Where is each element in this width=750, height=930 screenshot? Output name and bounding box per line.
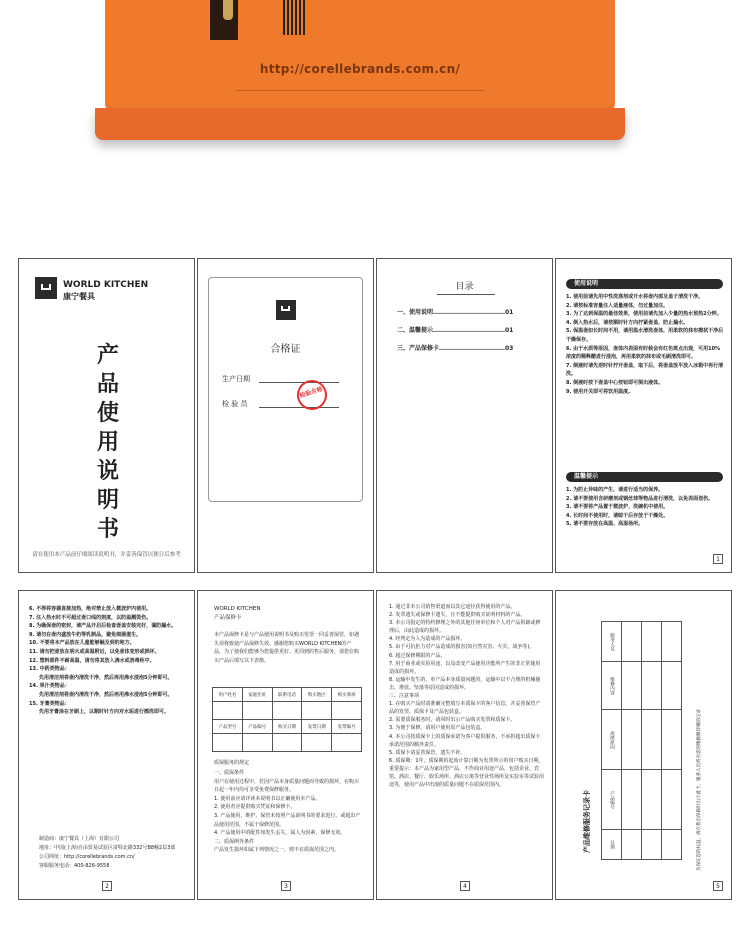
warranty-table-cell: 购买地区 [302,688,332,702]
usage-heading: 使用说明 [566,279,723,289]
warranty-table-cell: 家庭住址 [242,688,272,702]
cover-panel [18,258,195,573]
usage-panel [555,258,732,573]
warranty-table-cell: 产品编号 [242,720,272,734]
toc-panel [376,258,553,573]
warranty-table-cell[interactable] [242,734,272,752]
brand-name: WORLD KITCHEN [63,280,149,290]
cover-title-char: 说 [96,459,119,484]
terms-line: 3. 为便于保修，请用户使用原产品包装盒。 [389,725,486,732]
warranty-table-cell: 购买日期 [272,720,302,734]
warranty-table-cell[interactable] [302,734,332,752]
warranty-panel [197,590,374,900]
brand-logo [35,277,57,299]
terms-line: 1. 通过非本公司销售渠道而以其它途径获得使用的产品。 [389,604,516,610]
warranty-table-cell: 发票日期 [302,720,332,734]
cautions-text [29,605,189,717]
usage-line: 9. 使用开关即可将饮用温度。 [566,388,634,395]
caution-line: 先用清洁剂将壶内清洗干净，然后再用沸水浸泡5分钟即可。 [29,691,173,698]
service-column-header: 产品编号 [602,770,622,830]
terms-line: 6. 超过保修期限的产品。 [389,652,446,659]
warranty-table-cell: 联系电话 [272,688,302,702]
toc-item: 三、产品保修卡……………………………03 [397,345,514,352]
terms-line: 三、注意事项 [389,693,420,700]
warranty-rules-heading: 质保服务的规定 [214,760,250,766]
warranty-rule: 二、质保例外条件 [214,838,255,845]
company-info [39,835,191,871]
service-column-header: 服务人员 [602,622,622,662]
warranty-table [212,687,362,752]
company-line: 制造商：康宁餐具（上海）有限公司 [39,836,120,842]
box-barcode [283,0,305,35]
inspection-stamp: 检验合格 [293,376,331,414]
service-cell[interactable] [662,662,682,710]
caution-line: 14. 果汁类物品： [29,683,70,690]
usage-text [566,293,724,396]
service-cell[interactable] [622,770,642,830]
warranty-table-cell[interactable] [302,702,332,720]
warranty-table-cell[interactable] [242,702,272,720]
usage-line: 8. 倒液时按下壶盖中心按钮即可倒出液体。 [566,379,664,386]
warranty-subtitle: 产品保修卡 [214,615,242,621]
caution-line: 先用牙膏涂在牙刷上，以顺时针方向对水垢进行擦洗即可。 [29,709,170,716]
service-cell[interactable] [642,622,662,662]
terms-line: 1. 在购买产品时请准确完整填写本质保卡的客户信息，并妥善保管产品的发票、质保卡及产品包装盒。 [389,701,541,716]
box-front [105,0,615,110]
company-line: 客服服务电话：400-826-9558 [39,863,110,869]
usage-line: 5. 保温壶如长时间不用，请用温水清洗壶体，用柔软的抹布擦拭干净后干燥保存。 [566,328,724,343]
company-line: 地址：中国(上海)自由贸易试验区富特北路332号B8幢2层3部 [39,845,176,851]
cover-title-char: 使 [96,401,119,426]
cert-title: 合格证 [270,344,301,355]
logo-mark [41,284,51,290]
terms-line: 重要提示：本产品为家用型产品，不作商业用途产品，包括企业、宾馆、酒店、餐厅、娱乐场所、酒店公寓等营业性场所及实验室等试验用途等，使用产品中出现的质量问题不在质保范围内。 [389,765,545,789]
terms-line: 7. 用于商业或实验用途，以及改变产品使用功能所产生的非正常使用造成的损坏。 [389,660,541,675]
tips-line: 3. 请不要将产品置于微波炉、洗碗机中使用。 [566,504,669,511]
service-cell[interactable] [642,830,662,860]
caution-line: 12. 塑料部件不耐高温，请勿将其放入沸水或消毒柜中。 [29,657,155,664]
warranty-table-cell: 用户姓名 [213,688,243,702]
terms-line: 8. 运输中发生的，单产品本身质量问题的，运输中以不合理的机械撞击、堆放、坠落等原因造成的损坏。 [389,676,541,691]
caution-line: 9. 请勿在壶内盛放牛奶等乳制品，避免细菌滋生。 [29,631,142,638]
tips-heading: 温馨提示 [566,472,723,482]
terms-line: 4. 本公司按质保卡上的质保承诺为客户提供服务，不承担超出质保卡承诺范围的额外责任。 [389,733,541,748]
service-cell[interactable] [642,710,662,770]
warranty-table-cell[interactable] [272,702,302,720]
terms-line: 5. 由于可抗拒力对产品造成的损害(如自然灾害、火灾、战争等)。 [389,644,535,651]
logo-mark [281,306,290,311]
box-url: http://corellebrands.com.cn/ [259,62,461,76]
caution-line: 7. 注入热水时不可超过壶口线的刻度，以防溢溅烫伤。 [29,614,152,621]
warranty-table-cell: 产品型号 [213,720,243,734]
warranty-table-cell[interactable] [213,734,243,752]
tips-line: 1. 为防止异味的产生，请进行适当的保养。 [566,487,664,493]
terms-text [389,603,545,789]
certificate-card [208,277,363,502]
cert-inspector-line [259,407,339,408]
cert-inspector-label: 检 验 员 [222,400,248,408]
certificate-panel [197,258,374,573]
usage-line: 1. 使用前请先用中性洗涤剂或开水将壶内部及盖子清洗干净。 [566,294,704,300]
page-number: 5 [713,881,723,891]
toc-item: 二、温馨提示………………………………01 [397,327,514,334]
caution-line: 8. 为确保壶的密封，请产品开启后检查壶盖安装完好，谨防漏水。 [29,623,177,630]
terms-line: 4. 经判定为人为造成的产品损坏。 [389,636,466,643]
box-base [95,108,625,140]
page-number: 3 [281,881,291,891]
cert-date-label: 生产日期 [222,375,250,383]
box-line [235,90,485,91]
page-number: 1 [713,554,723,564]
terms-line: 5. 质保卡请妥善保管，遗失不补。 [389,749,466,756]
cover-title [95,341,121,544]
warranty-rule: 产品发生损坏如属下列情况之一，则不在质保范围之内。 [214,847,340,854]
cert-date-line [259,382,339,383]
usage-line: 3. 为了达到保温的最佳效果，使用前请先加入少量的热水预热2分钟。 [566,311,722,318]
warranty-table-cell[interactable] [213,702,243,720]
company-line: 公司网址：http://corellebrands.com.cn/ [39,854,135,860]
cautions-panel [18,590,195,900]
cover-foot-note: 请在使用本产品前仔细阅读说明书，并妥善保管以便日后参考 [32,552,181,558]
warranty-table-cell[interactable] [332,702,362,720]
warranty-brand: WORLD KITCHEN [214,606,261,612]
warranty-rules [214,769,362,855]
cert-logo [276,300,296,320]
tips-line: 5. 请不要存放在高温、高湿场所。 [566,521,644,528]
cover-title-char: 明 [96,488,119,513]
warranty-table-cell[interactable] [272,734,302,752]
warranty-table-cell: 购买商场 [332,688,362,702]
box-rope [223,0,233,20]
terms-line: 6. 质保期：1年，质保期的起始计算日期为发票所示的用户购买日期。 [389,757,544,764]
brand-name-cn: 康宁餐具 [63,292,95,301]
caution-line: 13. 中药类物品： [29,666,70,673]
warranty-rule: 2. 使用者应提供购买凭证和保修卡。 [214,804,296,811]
usage-line: 2. 请按标准容量注入适量液体，勿过量加注。 [566,302,669,309]
warranty-table-cell: 发票编号 [332,720,362,734]
usage-line: 7. 倒液时请先逆时针拧开壶盖，取下后，将壶盖放平放入冰箱中再行清洗。 [566,362,724,378]
terms-line: 3. 本公司指定的特约修理之外的其他任何单位和个人对产品拆卸或修理后，由此造成的损坏。 [389,620,541,635]
service-column-header: 日期 [602,830,622,860]
tips-text [566,486,724,529]
terms-panel [376,590,553,900]
product-box-photo [0,0,750,235]
cover-title-char: 书 [96,517,119,542]
usage-line: 4. 倒入热水后，请按顺时针方向拧紧壶盖，防止漏水。 [566,319,689,326]
service-record-table [601,621,682,860]
usage-line: 6. 由于水质等原因，壶体内表面有时候会有红色斑点出现，可用10%浓度的稀释醋进行浸泡，再用柔软的抹布或毛刷清洗即可。 [566,345,721,361]
toc-rule [437,294,495,295]
caution-line: 先用清洁剂将壶内清洗干净，然后再用沸水浸泡5分钟即可。 [29,674,173,681]
toc-title: 目录 [455,282,474,292]
cover-title-char: 用 [96,430,119,455]
service-cell[interactable] [662,770,682,830]
terms-line: 2. 发票遗失或保修卡遗失，且不能提供购买证明材料的产品。 [389,612,526,619]
tips-line: 4. 长时间不使用时，请晾干后存放于干燥处。 [566,512,669,519]
cover-title-char: 品 [96,372,119,397]
service-cell[interactable] [662,830,682,860]
warranty-rule: 1. 使用前应请详读本说明书以正确使用本产品。 [214,795,321,802]
warranty-rule: 一、质保条件 [214,770,245,776]
warranty-table-cell[interactable] [332,734,362,752]
service-column-header: 维修内容 [602,662,622,710]
warranty-rule: 4. 产品使用中的配件如发生丢失，属人为因素，保修无效。 [214,830,346,837]
service-cell[interactable] [662,710,682,770]
service-record-panel [555,590,732,900]
caution-line: 15. 牙膏类物品： [29,700,70,707]
warranty-rule: 用户在使用过程中，若因产品本身质量问题而导致的损坏，在购买日起一年内均可享受免费保修服务。 [214,778,360,794]
tips-line: 2. 请不要使用含研磨剂或钢丝球等物品进行清洗，以免表面划伤。 [566,495,714,502]
toc-item: 一、使用说明………………………………01 [397,309,514,316]
page-number: 4 [460,881,470,891]
service-cell[interactable] [622,622,642,662]
service-cell[interactable] [622,710,642,770]
service-record-title: 产品维修服务记录卡 [583,790,591,853]
caution-line: 6. 不得将容器直接加热，绝对禁止放入微波炉内使用。 [29,606,152,612]
caution-line: 11. 请勿把壶放在明火或高温附近，以免壶体变形或损坏。 [29,648,160,655]
service-cell[interactable] [622,662,642,710]
warranty-intro: 本产品保修卡是与产品使用说明书及购买发票一同妥善保管，如遇失误将致使产品保修失效。感谢您购买WORLD KITCHEN的产品，为了使我们能够为您提供更好、更周到的售后服务，请您在购买产品后填写以下表格。 [214,632,360,664]
service-column-header: 故障原因 [602,710,622,770]
caution-line: 10. 不要将本产品放在儿童能够触及到的地方。 [29,640,135,647]
service-record-note: 为保证您的权益，请在售后保修时出示此卡，服务人员将对您的维修做详细的记录 [697,709,702,871]
service-cell[interactable] [642,770,662,830]
page-number: 2 [102,881,112,891]
cover-title-char: 产 [96,343,119,368]
warranty-rule: 3. 产品使用、维护、保管未按照产品说明书的要求进行，或超出产品使用范围，不属于保修范围。 [214,812,361,828]
service-cell[interactable] [642,662,662,710]
terms-line: 2. 需要质保服务时，请同时出示产品购买发票和质保卡。 [389,717,516,724]
service-cell[interactable] [662,622,682,662]
service-cell[interactable] [622,830,642,860]
